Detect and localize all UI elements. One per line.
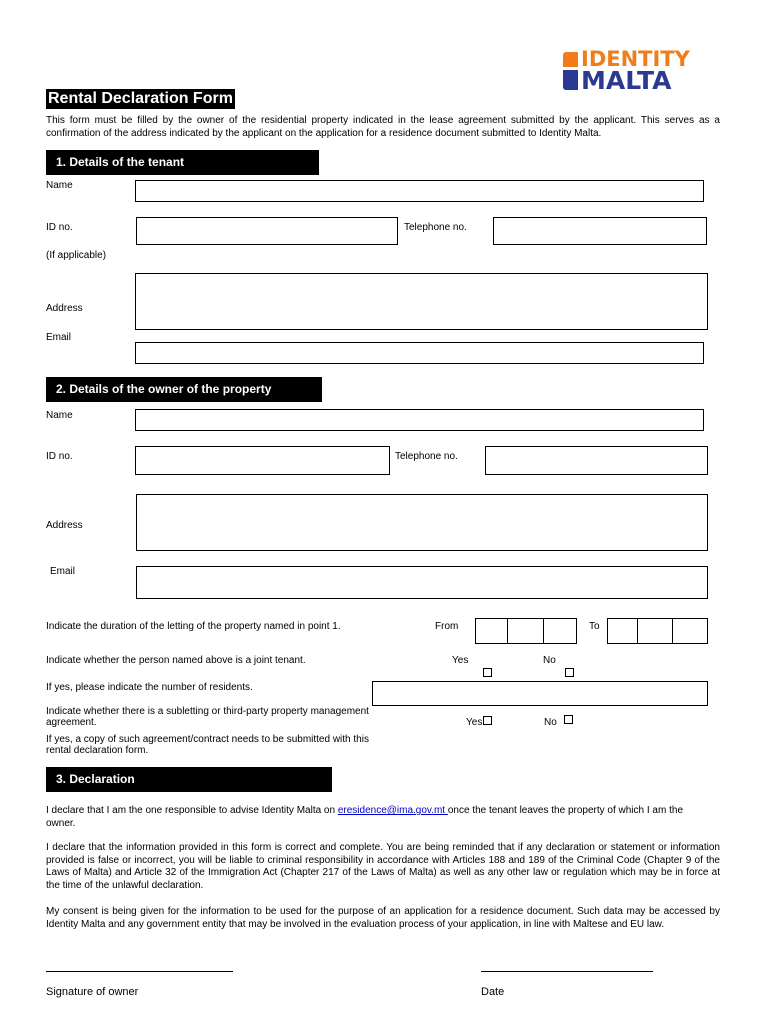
section-1-heading: 1. Details of the tenant xyxy=(46,150,319,175)
date-label: Date xyxy=(481,986,505,998)
from-date-cell[interactable] xyxy=(475,618,508,644)
from-label: From xyxy=(435,621,459,632)
owner-telephone-label: Telephone no. xyxy=(395,451,458,462)
declaration-paragraph-1 xyxy=(46,805,696,830)
logo-orange-square xyxy=(563,52,578,67)
intro-text: This form must be filled by the owner of the residential property indicated in the lease agreement submitted by the applicant. This serves as a confirmation of the address indicated by the applicant on the application for a residence document submitted to Identity Malta. xyxy=(46,115,720,139)
owner-address-label: Address xyxy=(46,520,83,531)
tenant-email-field[interactable] xyxy=(135,342,704,364)
form-title: Rental Declaration Form xyxy=(48,90,233,107)
residents-field[interactable] xyxy=(372,681,708,706)
owner-name-label: Name xyxy=(46,410,73,421)
to-date-cell[interactable] xyxy=(672,618,708,644)
logo-text-identity: IDENTITY xyxy=(581,47,690,71)
declaration-paragraph-3: My consent is being given for the information to be used for the purpose of an application for a residence document. Such data may be accessed by Identity Malta and any government entity that may be involved in the evaluation process of your application, in line with Maltese and EU law. xyxy=(46,906,720,930)
tenant-email-label: Email xyxy=(46,332,72,343)
tenant-id-note: (If applicable) xyxy=(46,250,107,261)
from-date-cell[interactable] xyxy=(543,618,577,644)
sublet-yes-label: Yes xyxy=(466,717,483,728)
to-label: To xyxy=(589,621,600,632)
sublet-no-label: No xyxy=(544,717,557,728)
joint-tenant-label: Indicate whether the person named above is a joint tenant. xyxy=(46,655,306,666)
joint-tenant-no-checkbox[interactable] xyxy=(565,668,574,677)
duration-label: Indicate the duration of the letting of the property named in point 1. xyxy=(46,621,341,632)
owner-id-field[interactable] xyxy=(135,446,390,475)
tenant-id-field[interactable] xyxy=(136,217,398,245)
tenant-address-label: Address xyxy=(46,303,83,314)
owner-name-field[interactable] xyxy=(135,409,704,431)
residents-label: If yes, please indicate the number of residents. xyxy=(46,682,253,693)
tenant-telephone-label: Telephone no. xyxy=(404,222,467,233)
to-date-cell[interactable] xyxy=(637,618,673,644)
section-3-heading: 3. Declaration xyxy=(46,767,332,792)
owner-telephone-field[interactable] xyxy=(485,446,708,475)
logo-blue-square xyxy=(563,70,578,90)
joint-tenant-yes-label: Yes xyxy=(452,655,469,666)
declaration-text-end: once the tenant leaves the property of which I am the owner. xyxy=(46,805,684,829)
owner-email-label: Email xyxy=(50,566,76,577)
to-date-cell[interactable] xyxy=(607,618,638,644)
tenant-name-label: Name xyxy=(46,180,73,191)
sublet-no-checkbox[interactable] xyxy=(564,715,573,724)
declaration-text-start: I declare that I am the one responsible to advise Identity Malta on xyxy=(46,805,338,816)
tenant-telephone-field[interactable] xyxy=(493,217,707,245)
joint-tenant-no-label: No xyxy=(543,655,556,666)
tenant-address-field[interactable] xyxy=(135,273,708,330)
tenant-name-field[interactable] xyxy=(135,180,704,202)
section-2-heading: 2. Details of the owner of the property xyxy=(46,377,322,402)
owner-email-field[interactable] xyxy=(136,566,708,599)
owner-address-field[interactable] xyxy=(136,494,708,551)
copy-note: If yes, a copy of such agreement/contract needs to be submitted with this rental declaration form. xyxy=(46,734,369,756)
joint-tenant-yes-checkbox[interactable] xyxy=(483,668,492,677)
logo-text-malta: MALTA xyxy=(581,66,672,95)
from-date-cell[interactable] xyxy=(507,618,544,644)
owner-signature-label: Signature of owner xyxy=(46,986,139,998)
eresidence-email-link[interactable]: eresidence@ima.gov.mt xyxy=(337,805,448,816)
declaration-paragraph-2: I declare that the information provided in this form is correct and complete. You are being reminded that if any declaration or statement or information provided is false or incorrect, you will be liable to criminal responsibility in accordance with Articles 188 and 189 of the Criminal Code (Chapter 9 of the Laws of Malta) and Article 32 of the Immigration Act (Chapter 217 of the Laws of Malta) as well as any other law or regulation which may be in force at the time of the unlawful declaration. xyxy=(46,842,720,891)
sublet-label: Indicate whether there is a subletting or third-party property management agreement. xyxy=(46,706,369,728)
date-line[interactable] xyxy=(481,971,653,972)
tenant-id-label: ID no. xyxy=(46,222,73,233)
owner-signature-line[interactable] xyxy=(46,971,233,972)
sublet-yes-checkbox[interactable] xyxy=(483,716,492,725)
owner-id-label: ID no. xyxy=(46,451,73,462)
